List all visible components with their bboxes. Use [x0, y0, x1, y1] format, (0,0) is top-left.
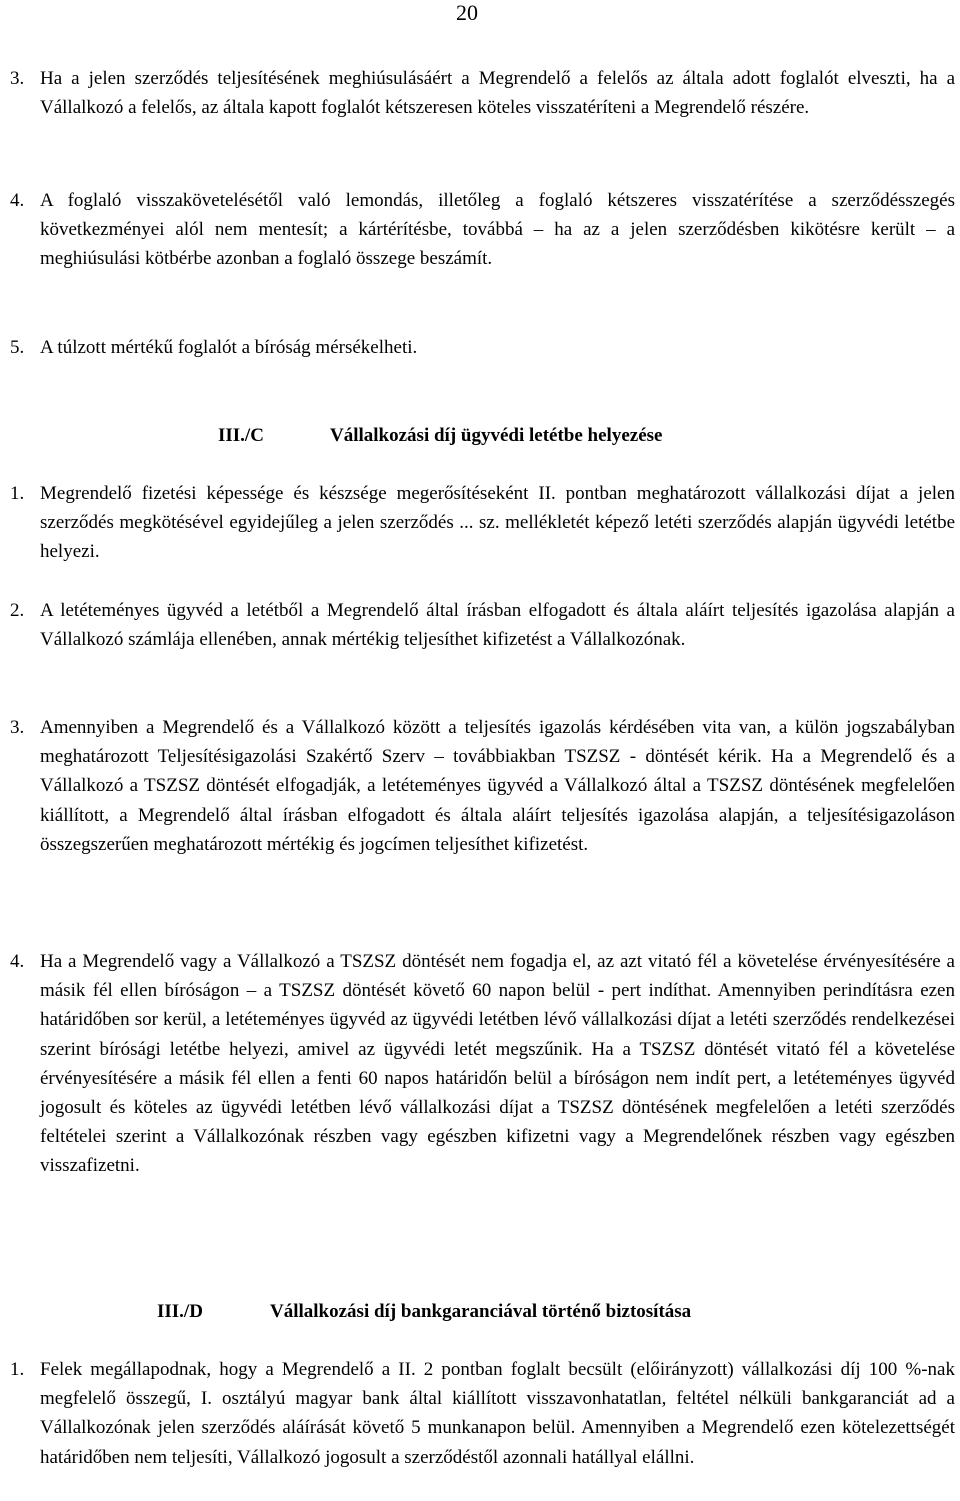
clause-number: 1. — [10, 1359, 25, 1380]
clause-text: Ha a Megrendelő vagy a Vállalkozó a TSZSZ döntését nem fogadja el, az azt vitató fél a követelése érvényesítésére a másik fél ellen bíróságon – a TSZSZ döntését követő 60 napon belül - pert indíthat. Amennyiben perindításra ezen határidőben sor kerül, a letéteményes ügyvéd az ügyvédi letétben lévő vállalkozási díjat a letéti szerződés rendelkezései szerint bírósági letétbe helyezi, amivel az ügyvédi letét megszűnik. Ha a TSZSZ döntését vitató fél a követelése érvényesítésére a másik fél ellen a fenti 60 napos határidőn belül a bíróságon nem indít pert, a letéteményes ügyvéd jogosult és köteles az ügyvédi letétben lévő vállalkozási díjat a TSZSZ döntésének megfelelően a letéti szerződés feltételei szerint a Vállalkozónak részben vagy egészben kifizetni vagy a Megrendelőnek részben vagy egészben visszafizetni. — [40, 951, 955, 1177]
clause-text: Amennyiben a Megrendelő és a Vállalkozó között a teljesítés igazolás kérdésében vita van, a külön jogszabályban meghatározott Teljesítésigazolási Szakértő Szerv – továbbiakban TSZSZ - döntését kérik. Ha a Megrendelő és a Vállalkozó a TSZSZ döntését elfogadják, a letéteményes ügyvéd a Vállalkozó által a TSZSZ döntésének megfelelően kiállított, a Megrendelő által írásban elfogadott és általa aláírt teljesítés igazolása alapján, a teljesítésigazoláson összegszerűen meghatározott mértékig és jogcímen teljesíthet kifizetést. — [40, 717, 955, 855]
clause-3-foglalo — [10, 64, 955, 122]
clause-5-foglalo — [10, 333, 955, 362]
section-d-title: Vállalkozási díj bankgaranciával történő biztosítása — [270, 1301, 692, 1322]
clause-number: 3. — [10, 717, 25, 738]
clause-text: A túlzott mértékű foglalót a bíróság mérsékelheti. — [40, 337, 418, 358]
clause-number: 4. — [10, 951, 25, 972]
clause-number: 2. — [10, 600, 25, 621]
clause-text: A letéteményes ügyvéd a letétből a Megrendelő által írásban elfogadott és általa aláírt teljesítés igazolása alapján a Vállalkozó számlája ellenében, annak mértékig teljesíthet kifizetést a Vállalkozónak. — [40, 600, 955, 651]
clause-c-3 — [10, 713, 955, 859]
clause-text: Ha a jelen szerződés teljesítésének meghiúsulásáért a Megrendelő a felelős az általa adott foglalót elveszti, ha a Vállalkozó a felelős, az általa kapott foglalót kétszeresen köteles visszatéríteni a Megrendelő részére. — [40, 68, 955, 119]
section-c-title: Vállalkozási díj ügyvédi letétbe helyezése — [330, 425, 663, 446]
clause-number: 3. — [10, 68, 25, 89]
clause-text: A foglaló visszakövetelésétől való lemondás, illetőleg a foglaló kétszeres visszatérítése a szerződésszegés következményei alól nem mentesít; a kártérítésbe, továbbá – ha az a jelen szerződésben kikötésre került – a meghiúsulási kötbérbe azonban a foglaló összege beszámít. — [40, 190, 955, 270]
clause-text: Megrendelő fizetési képessége és készsége megerősítéseként II. pontban meghatározott vállalkozási díjat a jelen szerződés megkötésével egyidejűleg a jelen szerződés ... sz. mellékletét képező letéti szerződés alapján ügyvédi letétbe helyezi. — [40, 483, 955, 563]
clause-4-foglalo — [10, 186, 955, 274]
page-number: 20 — [456, 0, 478, 25]
clause-number: 4. — [10, 190, 25, 211]
clause-c-4 — [10, 947, 955, 1181]
section-c-code: III./C — [218, 425, 264, 446]
clause-c-2 — [10, 596, 955, 654]
clause-number: 1. — [10, 483, 25, 504]
clause-text: Felek megállapodnak, hogy a Megrendelő a II. 2 pontban foglalt becsült (előirányzott) vállalkozási díj 100 %-nak megfelelő összegű, I. osztályú magyar bank által kiállított visszavonhatatlan, feltétel nélküli bankgaranciát ad a Vállalkozónak jelen szerződés aláírását követő 5 munkanapon belül. Amennyiben a Megrendelő ezen kötelezettségét határidőben nem teljesíti, Vállalkozó jogosult a szerződéstől azonnali hatállyal elállni. — [40, 1359, 955, 1468]
section-d-code: III./D — [157, 1301, 203, 1322]
clause-d-1 — [10, 1355, 955, 1472]
clause-c-1 — [10, 479, 955, 567]
clause-number: 5. — [10, 337, 25, 358]
